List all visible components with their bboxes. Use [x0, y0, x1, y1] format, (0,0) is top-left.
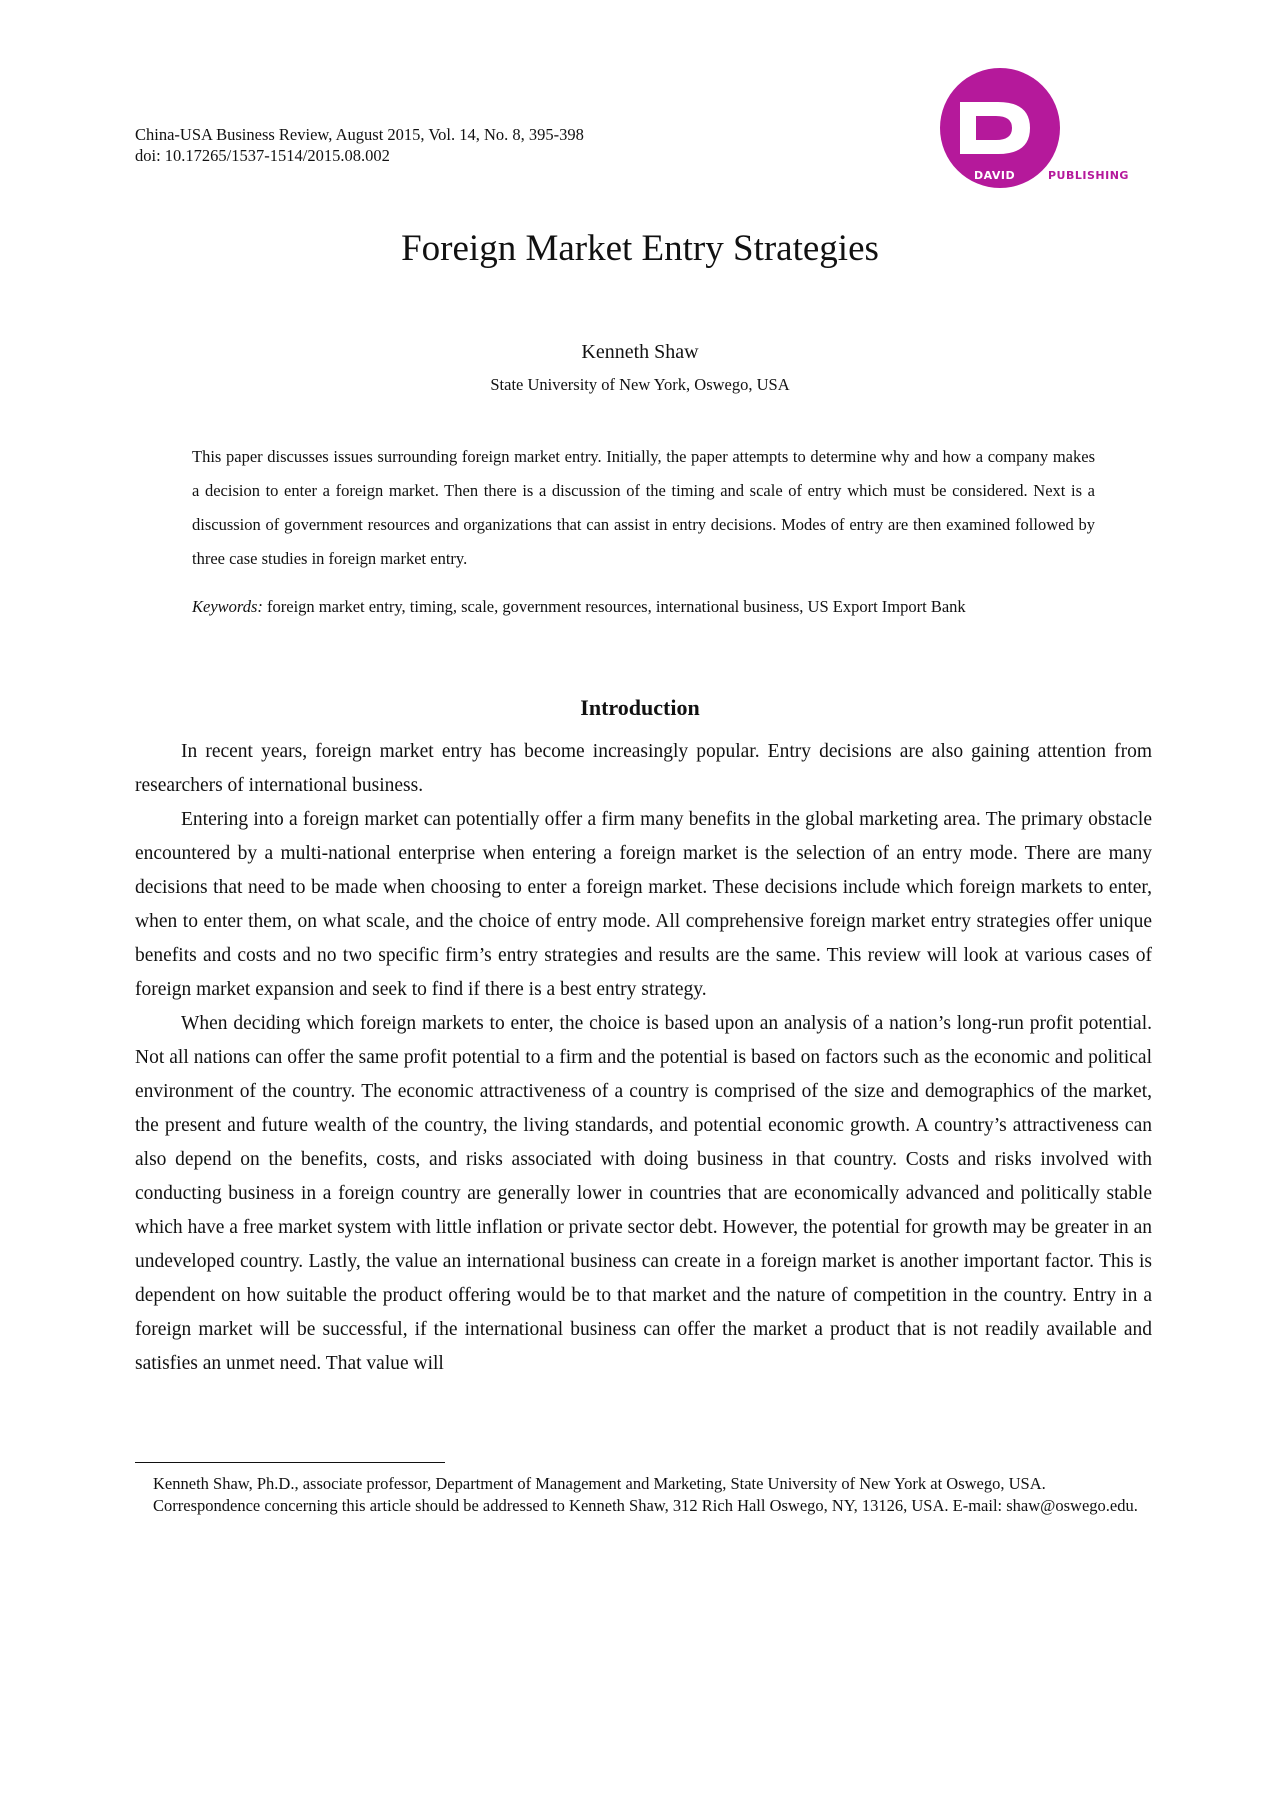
footnotes [135, 1473, 1152, 1517]
paper-title: Foreign Market Entry Strategies [401, 228, 879, 269]
body-paragraph: Entering into a foreign market can potentially offer a firm many benefits in the global marketing area. The primary obstacle encountered by a multi-national enterprise when entering a foreign market is the selection of an entry mode. There are many decisions that need to be made when choosing to enter a foreign market. These decisions include which foreign markets to enter, when to enter them, on what scale, and the choice of entry mode. All comprehensive foreign market entry strategies offer unique benefits and costs and no two specific firm’s entry strategies and results are the same. This review will look at various cases of foreign market expansion and seek to find if there is a best entry strategy. [135, 809, 1152, 1000]
journal-citation: China-USA Business Review, August 2015, Vol. 14, No. 8, 395-398 [135, 125, 584, 144]
footnote-divider [135, 1462, 445, 1463]
keywords-label: Keywords: [192, 597, 263, 616]
author-name: Kenneth Shaw [581, 341, 699, 363]
abstract: This paper discusses issues surrounding foreign market entry. Initially, the paper attempts to determine why and how a company makes a decision to enter a foreign market. Then there is a discussion of the timing and scale of entry which must be considered. Next is a discussion of government resources and organizations that can assist in entry decisions. Modes of entry are then examined followed by three case studies in foreign market entry. [192, 447, 1095, 568]
keywords-text: foreign market entry, timing, scale, government resources, international business, US Export Import Bank [267, 597, 966, 616]
doi: doi: 10.17265/1537-1514/2015.08.002 [135, 146, 390, 165]
logo-text-publishing: PUBLISHING [1048, 169, 1129, 182]
body-paragraph: When deciding which foreign markets to enter, the choice is based upon an analysis of a nation’s long-run profit potential. Not all nations can offer the same profit potential to a firm and the potential is based on factors such as the economic and political environment of the country. The economic attractiveness of a country is comprised of the size and demographics of the market, the present and future wealth of the country, the living standards, and potential economic growth. A country’s attractiveness can also depend on the benefits, costs, and risks associated with doing business in that country. Costs and risks involved with conducting business in a foreign country are generally lower in countries that are economically advanced and politically stable which have a free market system with little inflation or private sector debt. However, the potential for growth may be greater in an undeveloped country. Lastly, the value an international business can create in a foreign market is another important factor. This is dependent on how suitable the product offering would be to that market and the nature of competition in the country. Entry in a foreign market will be successful, if the international business can offer the market a product that is not readily available and satisfies an unmet need. That value will [135, 1013, 1152, 1374]
keywords [192, 590, 1095, 623]
footnote-correspondence: Correspondence concerning this article should be addressed to Kenneth Shaw, 312 Rich Hall Oswego, NY, 13126, USA. E-mail: shaw@oswego.edu. [153, 1496, 1138, 1515]
introduction-body [135, 735, 1152, 1381]
body-paragraph: In recent years, foreign market entry has become increasingly popular. Entry decisions are also gaining attention from researchers of international business. [135, 741, 1152, 796]
author-affiliation: State University of New York, Oswego, USA [490, 375, 790, 394]
section-heading-introduction: Introduction [580, 695, 700, 720]
footnote-author-info: Kenneth Shaw, Ph.D., associate professor, Department of Management and Marketing, State University of New York at Oswego, USA. [153, 1474, 1046, 1493]
david-publishing-logo [938, 66, 1160, 194]
logo-letter: D [938, 66, 939, 67]
journal-header [135, 124, 584, 166]
logo-text-david: DAVID [974, 169, 1016, 182]
